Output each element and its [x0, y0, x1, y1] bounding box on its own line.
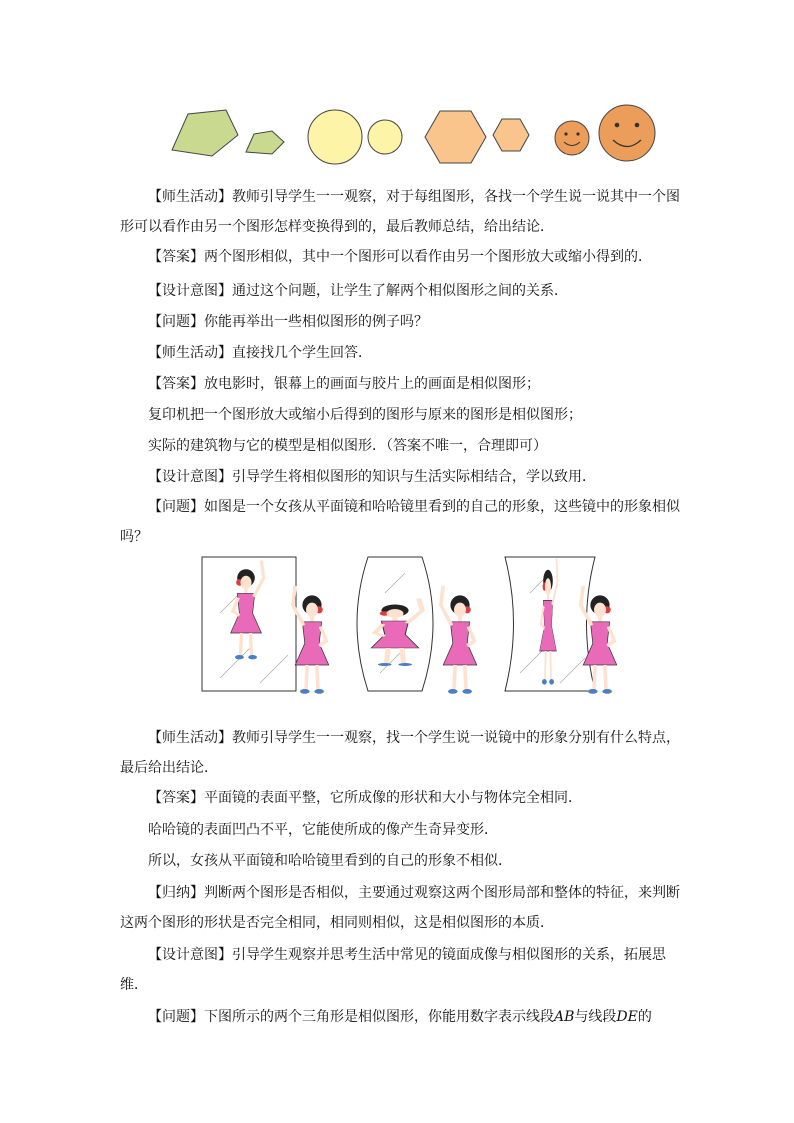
plane-mirror [202, 557, 296, 691]
paragraph-teacher-activity-2: 【师生活动】直接找几个学生回答． [148, 345, 372, 361]
paragraph-answer-2-line-3: 实际的建筑物与它的模型是相似图形．（答案不唯一，合理即可） [148, 438, 547, 454]
smiley-face-large-icon [599, 105, 655, 161]
paragraph-question-2: 【问题】如图是一个女孩从平面镜和哈哈镜里看到的自己的形象，这些镜中的形象相似吗？ [120, 499, 680, 545]
convex-funhouse-mirror [357, 557, 433, 691]
paragraph-teacher-activity-1: 【师生活动】教师引导学生一一观察，对于每组图形，各找一个学生说一说其中一个图形可以看作由另一个图形怎样变换得到的，最后教师总结，给出结论． [120, 189, 680, 235]
paragraph-answer-1: 【答案】两个图形相似，其中一个图形可以看作由另一个图形放大或缩小得到的． [148, 249, 652, 265]
paragraph-question-1: 【问题】你能再举出一些相似图形的例子吗？ [148, 314, 428, 330]
similar-shapes-figure [160, 100, 660, 170]
segment-de: DE [616, 1009, 638, 1025]
paragraph-design-intent-2: 【设计意图】引导学生将相似图形的知识与生活实际相结合，学以致用． [148, 469, 596, 485]
circle-small-icon [368, 120, 402, 154]
mirror-girl-figure [200, 553, 620, 723]
hexagon-large-icon [425, 111, 486, 163]
paragraph-answer-2: 【答案】放电影时，银幕上的画面与胶片上的画面是相似图形； [148, 376, 540, 392]
paragraph-design-intent-3: 【设计意图】引导学生观察并思考生活中常见的镜面成像与相似图形的关系，拓展思维． [120, 947, 666, 993]
paragraph-design-intent-1: 【设计意图】通过这个问题，让学生了解两个相似图形之间的关系． [148, 283, 568, 299]
girl-figure-2 [441, 586, 477, 694]
pentagon-large-icon [172, 110, 238, 156]
paragraph-answer-3-line-2: 哈哈镜的表面凹凸不平，它能使所成的像产生奇异变形． [148, 822, 498, 838]
segment-ab: AB [554, 1009, 575, 1025]
paragraph-summary: 【归纳】判断两个图形是否相似，主要通过观察这两个图形局部和整体的特征，来判断这两个图形的形状是否完全相同，相同则相似，这是相似图形的本质． [120, 885, 680, 931]
paragraph-question-3: 【问题】下图所示的两个三角形是相似图形，你能用数字表示线段AB与线段DE的 [148, 1009, 652, 1025]
paragraph-answer-3: 【答案】平面镜的表面平整，它所成像的形状和大小与物体完全相同． [148, 790, 582, 806]
hexagon-small-icon [493, 119, 529, 151]
girl-figure-1 [293, 586, 329, 694]
pentagon-small-icon [246, 131, 284, 154]
smiley-face-small-icon [555, 121, 589, 155]
paragraph-answer-3-line-3: 所以，女孩从平面镜和哈哈镜里看到的自己的形象不相似． [148, 853, 512, 869]
paragraph-answer-2-line-2: 复印机把一个图形放大或缩小后得到的图形与原来的图形是相似图形； [148, 407, 582, 423]
circle-large-icon [308, 110, 362, 164]
concave-funhouse-mirror [505, 557, 595, 691]
paragraph-teacher-activity-3: 【师生活动】教师引导学生一一观察，找一个学生说一说镜中的形象分别有什么特点，最后给出结论． [120, 730, 680, 776]
